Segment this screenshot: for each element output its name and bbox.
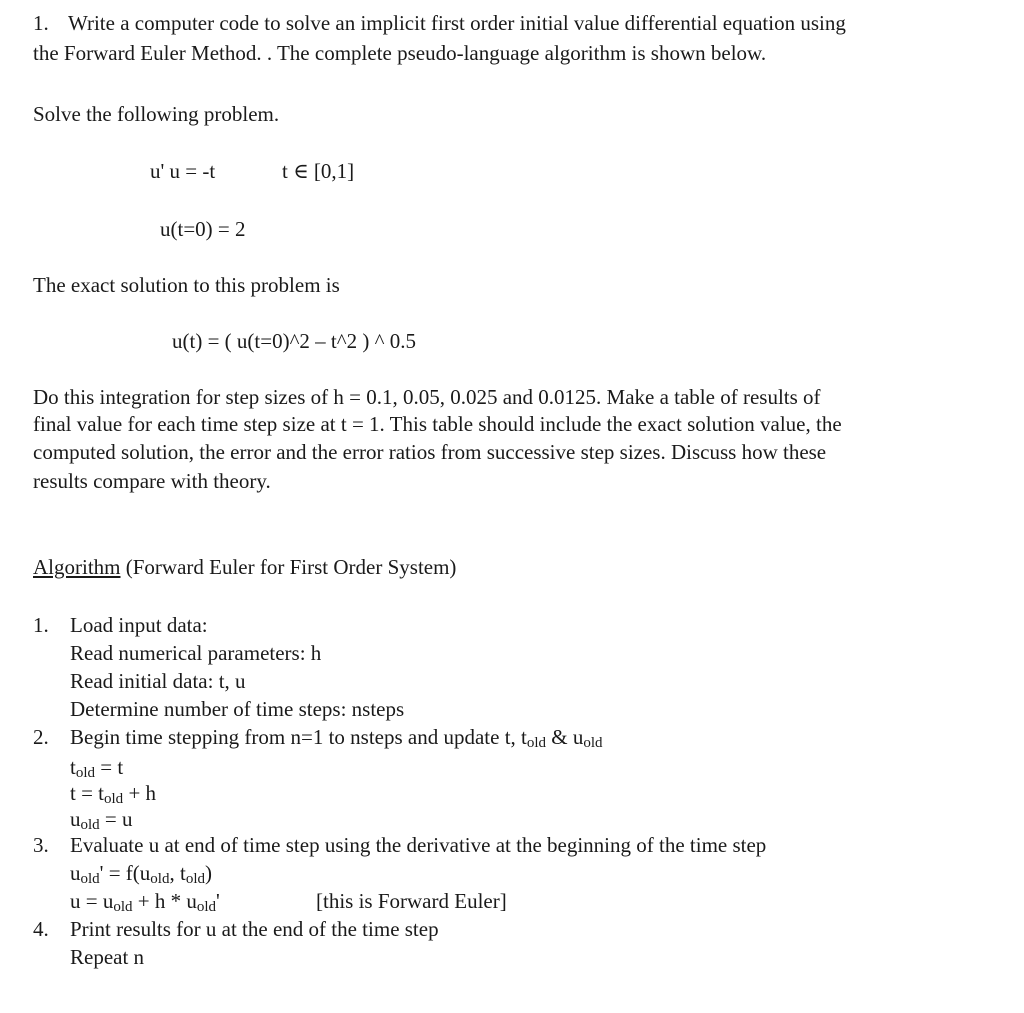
exact-solution-intro: The exact solution to this problem is (33, 273, 340, 297)
solve-heading: Solve the following problem. (33, 102, 280, 126)
algorithm-heading (33, 554, 456, 581)
algorithm-title: Algorithm (33, 555, 121, 579)
task-line3: computed solution, the error and the error ratios from successive step sizes. Discuss how these (33, 440, 827, 464)
task-line2: final value for each time step size at t = 1. This table should include the exact solution value, the (33, 412, 842, 436)
step-1-number: 1. (33, 613, 49, 637)
step-3-euler-update: $u = u_{old} + h * u_{old}'$ (70, 889, 220, 915)
initial-condition: u(t=0) = 2 (160, 217, 246, 241)
problem-intro-line2: the Forward Euler Method. . The complete pseudo-language algorithm is shown below. (33, 41, 767, 65)
step-3-number: 3. (33, 833, 49, 857)
step-2-number: 2. (33, 725, 49, 749)
problem-intro-line1: Write a computer code to solve an implicit first order initial value differential equation using (68, 11, 846, 35)
step-4-title: Print results for u at the end of the time step (70, 917, 439, 941)
step-2-t-update: $t = t_{old} + h$ (70, 781, 157, 807)
problem-number: 1. (33, 11, 49, 35)
task-line4: results compare with theory. (33, 469, 271, 493)
step-3-title: Evaluate u at end of time step using the derivative at the beginning of the time step (70, 833, 767, 857)
step-3-derivative: $u_{old}' = f(u_{old}$, $t_{old}$) (70, 861, 212, 887)
step-1-read-parameters: Read numerical parameters: h (70, 641, 322, 665)
step-1-read-initial: Read initial data: t, u (70, 669, 246, 693)
differential-equation: u' u = -t (150, 159, 216, 183)
step-3-forward-euler-note: [this is Forward Euler] (316, 889, 507, 913)
step-4-repeat: Repeat n (70, 945, 145, 969)
step-1-title: Load input data: (70, 613, 208, 637)
task-line1: Do this integration for step sizes of h = 0.1, 0.05, 0.025 and 0.0125. Make a table of results of (33, 385, 821, 409)
algorithm-subtitle: (Forward Euler for First Order System) (125, 555, 457, 579)
exact-solution-formula: u(t) = ( u(t=0)^2 – t^2 ) ^ 0.5 (172, 329, 416, 353)
step-2-title: Begin time stepping from n=1 to nsteps and update t, $t_{old}$ & $u_{old}$ (70, 725, 603, 751)
step-2-uold-assign: $u_{old} = u$ (70, 807, 133, 833)
step-1-nsteps: Determine number of time steps: nsteps (70, 697, 405, 721)
step-4-number: 4. (33, 917, 49, 941)
step-2-told-assign: $t_{old} = t$ (70, 755, 124, 781)
equation-domain: t ∈ [0,1] (282, 159, 355, 183)
